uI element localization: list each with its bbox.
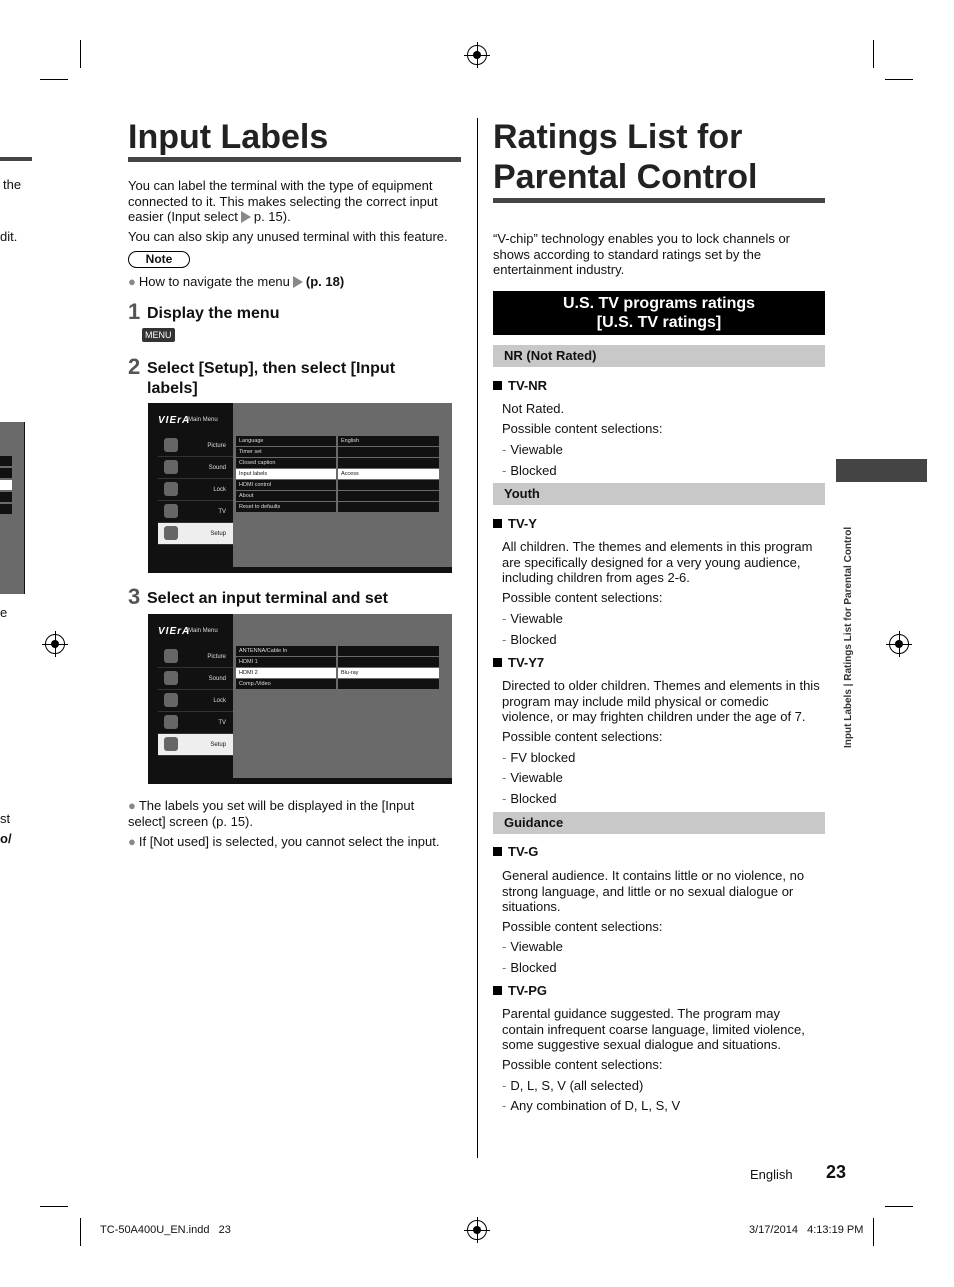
option-item: - FV blocked xyxy=(502,750,576,765)
ratings-intro: “V-chip” technology enables you to lock channels or shows according to standard ratings set by the entertainment industry. xyxy=(493,231,791,277)
possible-selections: Possible content selections: xyxy=(502,1057,663,1072)
footer-file: TC-50A400U_EN.indd 23 xyxy=(100,1224,231,1236)
step-number: 1 xyxy=(128,299,141,324)
step-text: Select an input terminal and set xyxy=(147,590,388,607)
option-item: - Viewable xyxy=(502,611,563,626)
footer-language: English xyxy=(750,1167,793,1182)
menu-nav-picture: Picture xyxy=(158,435,233,457)
crop-mark xyxy=(80,40,81,68)
registration-mark-icon xyxy=(889,634,909,654)
rating-heading: TV-Y7 xyxy=(493,655,544,670)
section-header-nr: NR (Not Rated) xyxy=(493,345,825,367)
note-bullet: ● How to navigate the menu (p. 18) xyxy=(128,274,345,289)
satellite-icon xyxy=(164,737,178,751)
intro-paragraph-2: You can also skip any unused terminal with this feature. xyxy=(128,229,448,244)
step-text: Select [Setup], then select [Input labels] xyxy=(147,360,396,397)
option-item: - Any combination of D, L, S, V xyxy=(502,1098,681,1113)
globe-icon xyxy=(164,715,178,729)
step-text: Display the menu xyxy=(147,305,280,322)
intro-paragraph: You can label the terminal with the type of equipment connected to it. This makes selecting the correct input easier (Input select p. 15). xyxy=(128,178,438,224)
music-note-icon xyxy=(164,671,178,685)
list-item: ● If [Not used] is selected, you cannot select the input. xyxy=(128,834,440,849)
rating-heading: TV-NR xyxy=(493,378,547,393)
crop-mark xyxy=(40,1206,68,1207)
section-tab xyxy=(836,459,927,482)
option-item: - Viewable xyxy=(502,939,563,954)
crop-mark xyxy=(40,79,68,80)
satellite-icon xyxy=(164,526,178,540)
page-title-input-labels: Input Labels xyxy=(128,118,329,156)
prev-page-text: e xyxy=(0,605,8,620)
list-item: ● The labels you set will be displayed in the [Input select] screen (p. 15). xyxy=(128,798,415,829)
lock-icon xyxy=(164,482,178,496)
ratings-banner: U.S. TV programs ratings [U.S. TV ratings] xyxy=(493,291,825,335)
arrow-icon xyxy=(293,276,303,288)
side-section-label: Input Labels | Ratings List for Parental Control xyxy=(843,526,854,748)
registration-mark-icon xyxy=(45,634,65,654)
page-number: 23 xyxy=(826,1162,847,1182)
menu-nav-lock: Lock xyxy=(158,479,233,501)
rating-heading: TV-Y xyxy=(493,516,537,531)
prev-page-text: o/ xyxy=(0,831,12,846)
rating-desc: All children. The themes and elements in this program are specifically designed for a very young audience, including children from ages 2-6. xyxy=(502,539,813,585)
option-item: - Blocked xyxy=(502,960,557,975)
option-item: - Viewable xyxy=(502,442,563,457)
title-rule xyxy=(493,198,825,203)
music-note-icon xyxy=(164,460,178,474)
arrow-icon xyxy=(241,211,251,223)
rating-heading: TV-G xyxy=(493,844,538,859)
crop-mark xyxy=(885,79,913,80)
main-menu-label: Main Menu xyxy=(188,417,218,423)
option-item: - Blocked xyxy=(502,632,557,647)
viera-logo: VIErA xyxy=(158,415,191,426)
possible-selections: Possible content selections: xyxy=(502,421,663,436)
registration-mark-icon xyxy=(467,1220,487,1240)
menu-nav-lock: Lock xyxy=(158,690,233,712)
step-number: 3 xyxy=(128,584,141,609)
menu-key-icon: MENU xyxy=(142,328,175,342)
section-header-youth: Youth xyxy=(493,483,825,505)
section-header-guidance: Guidance xyxy=(493,812,825,834)
prev-page-rule xyxy=(0,157,32,161)
rating-desc: General audience. It contains little or no violence, no strong language, and little or no sexual dialogue or situations. xyxy=(502,868,805,914)
menu-nav-tv: TV xyxy=(158,501,233,523)
prev-page-text: the xyxy=(3,177,22,192)
note-label: Note xyxy=(128,251,190,268)
registration-mark-icon xyxy=(467,45,487,65)
footer-datetime: 3/17/2014 4:13:19 PM xyxy=(749,1224,864,1236)
rating-desc: Not Rated. xyxy=(502,401,565,416)
menu-nav-sound: Sound xyxy=(158,668,233,690)
viera-logo: VIErA xyxy=(158,626,191,637)
tv-menu-screen-setup: VIErA Main Menu Picture Sound Lock TV Setup Language English Timer set Closed caption Input labels Access HDMI control About Reset to defaults xyxy=(148,403,452,573)
prev-page-screen xyxy=(0,422,25,594)
globe-icon xyxy=(164,504,178,518)
crop-mark xyxy=(80,1218,81,1246)
option-item: - D, L, S, V (all selected) xyxy=(502,1078,644,1093)
menu-nav-picture: Picture xyxy=(158,646,233,668)
possible-selections: Possible content selections: xyxy=(502,919,663,934)
prev-page-text: st xyxy=(0,811,11,826)
title-rule xyxy=(128,157,461,162)
column-divider xyxy=(477,118,478,1158)
option-item: - Blocked xyxy=(502,791,557,806)
tv-menu-screen-input-labels: VIErA Main Menu Picture Sound Lock TV Setup ANTENNA/Cable In HDMI 1 HDMI 2 Blu-ray Comp./Video xyxy=(148,614,452,784)
page-title-ratings: Ratings List for Parental Control xyxy=(493,118,758,196)
step-number: 2 xyxy=(128,354,141,379)
picture-icon xyxy=(164,649,178,663)
option-item: - Blocked xyxy=(502,463,557,478)
crop-mark xyxy=(873,1218,874,1246)
possible-selections: Possible content selections: xyxy=(502,590,663,605)
menu-nav-tv: TV xyxy=(158,712,233,734)
crop-mark xyxy=(885,1206,913,1207)
menu-nav-sound: Sound xyxy=(158,457,233,479)
rating-heading: TV-PG xyxy=(493,983,547,998)
menu-nav-setup: Setup xyxy=(158,523,233,545)
lock-icon xyxy=(164,693,178,707)
picture-icon xyxy=(164,438,178,452)
rating-desc: Parental guidance suggested. The program may contain infrequent coarse language, limited violence, some suggestive sexual dialogue and situations. xyxy=(502,1006,805,1052)
possible-selections: Possible content selections: xyxy=(502,729,663,744)
rating-desc: Directed to older children. Themes and elements in this program may include mild physical or comedic violence, or may frighten children under the age of 7. xyxy=(502,678,820,724)
crop-mark xyxy=(873,40,874,68)
menu-nav-setup: Setup xyxy=(158,734,233,756)
main-menu-label: Main Menu xyxy=(188,628,218,634)
prev-page-text: dit. xyxy=(0,229,18,244)
option-item: - Viewable xyxy=(502,770,563,785)
